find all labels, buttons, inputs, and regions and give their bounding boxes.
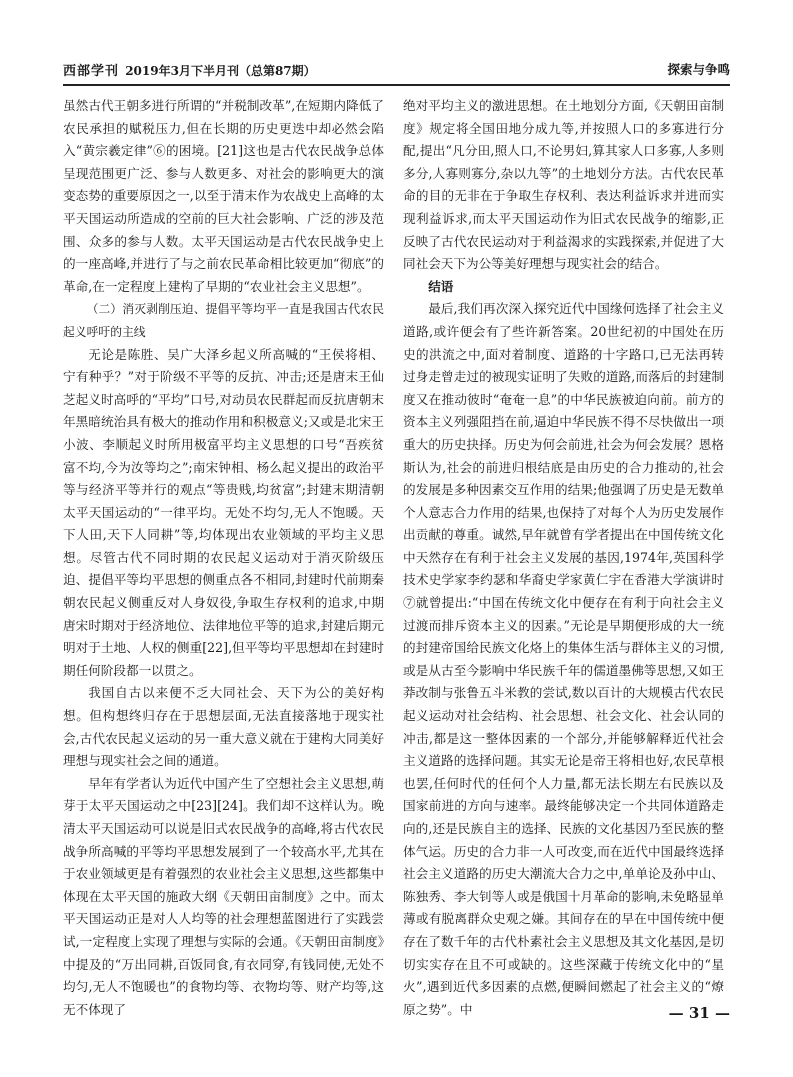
journal-masthead	[63, 60, 316, 79]
paragraph: 我国自古以来便不乏大同社会、天下为公的美好构想。但构想终归存在于思想层面,无法直接落地于现实社会,古代农民起义运动的另一重大意义就在于建构大同美好理想与现实社会之间的通道。	[63, 685, 384, 769]
left-column	[63, 95, 384, 1021]
section-title: 探索与争鸣	[667, 62, 730, 77]
paragraph: 虽然古代王朝多进行所谓的“并税制改革”,在短期内降低了农民承担的赋税压力,但在长期的历史更迭中却必然会陷入“黄宗羲定律”⑥的困境。[21]这也是古代农民战争总体呈现范围更广泛、参与人数更多、对社会的影响更大的演变态势的重要原因之一,以至于清末作为农战史上高峰的太平天国运动所造成的空前的巨大社会影响、广泛的涉及范围、众多的参与人数。太平天国运动是古代农民战争史上的一座高峰,并进行了与之前农民革命相比较更加“彻底”的革命,在一定程度上建构了早期的“农业社会主义思想”。	[63, 98, 384, 294]
issue-info: 2019年3月下半月刊（总第87期）	[125, 64, 316, 78]
section-heading: 结语	[428, 278, 454, 294]
paragraph: 早年有学者认为近代中国产生了空想社会主义思想,萌芽于太平天国运动之中[23][24]。我们却不这样认为。晚清太平天国运动可以说是旧式农民战争的高峰,将古代农民战争所高喊的平等均平思想发展到了一个较高水平,尤其在于农业领域更是有着强烈的农业社会主义思想,这些都集中体现在太平天国的施政大纲《天朝田亩制度》之中。而太平天国运动正是对人人均等的社会理想蓝图进行了实践尝试,一定程度上实现了理想与实际的会通。《天朝田亩制度》中提及的“万出同耕,百饭同食,有衣同穿,有钱同使,无处不均匀,无人不饱暖也”的食物均等、衣物均等、财产均等,这无不体现了	[63, 775, 384, 1017]
paragraph: 绝对平均主义的激进思想。在土地划分方面,《天朝田亩制度》规定将全国田地分成九等,并按照人口的多寡进行分配,提出“凡分田,照人口,不论男妇,算其家人口多寡,人多则多分,人寡则寡分,杂以九等”的土地划分方法。古代农民革命的目的无非在于争取生存权利、表达利益诉求并进而实现利益诉求,而太平天国运动作为旧式农民战争的缩影,正反映了古代农民运动对于利益渴求的实践探索,并促进了大同社会天下为公等美好理想与现实社会的结合。	[403, 98, 724, 272]
journal-logo: 西部学刊	[63, 64, 120, 79]
section-heading: （二）消灭剥削压迫、提倡平等均平一直是我国古代农民起义呼吁的主线	[63, 302, 384, 339]
right-column	[403, 95, 724, 1021]
page-header	[63, 50, 730, 80]
paragraph: 无论是陈胜、吴广大泽乡起义所高喊的“王侯将相、宁有种乎？”对于阶级不平等的反抗、冲击;还是唐末王仙芝起义时高呼的“平均”口号,对动员农民群起而反抗唐朝末年黑暗统治具有极大的推动作用和积极意义;又或是北宋王小波、李顺起义时所用极富平均主义思想的口号“吾疾贫富不均,今为汝等均之”;南宋钟相、杨么起义提出的政治平等与经济平等并行的观点“等贵贱,均贫富”;封建末期清朝太平天国运动的“一律平均。无处不均匀,无人不饱暖。天下人田,天下人同耕”等,均体现出农业领域的平均主义思想。尽管古代不同时期的农民起义运动对于消灭阶级压迫、提倡平等均平思想的侧重点各不相同,封建时代前期秦朝农民起义侧重反对人身奴役,争取生存权利的追求,中期唐宋时期对于经济地位、法律地位平等的追求,封建后期元明对于土地、人权的侧重[22],但平等均平思想却在封建时期任何阶段都一以贯之。	[63, 346, 384, 678]
header-rule	[63, 84, 730, 86]
page-number: — 31 —	[668, 1004, 730, 1022]
paragraph: 最后,我们再次深入探究近代中国缘何选择了社会主义道路,或许便会有了些许新答案。20世纪初的中国处在历史的洪流之中,面对着制度、道路的十字路口,已无法再转过身走曾走过的被现实证明了失败的道路,而落后的封建制度又在推动彼时“奄奄一息”的中华民族被迫向前。前方的资本主义列强阻挡在前,逼迫中华民族不得不尽快做出一项重大的历史抉择。历史为何会前进,社会为何会发展？恩格斯认为,社会的前进归根结底是由历史的合力推动的,社会的发展是多种因素交互作用的结果;他强调了历史是无数单个人意志合力作用的结果,也保持了对每个人为历史发展作出贡献的尊重。诚然,早年就曾有学者提出在中国传统文化中天然存在有利于社会主义发展的基因,1974年,英国科学技术史学家李约瑟和华裔史学家黄仁宇在香港大学演讲时⑦就曾提出:“中国在传统文化中便存在有利于向社会主义过渡而排斥资本主义的因素。”无论是早期便形成的大一统的封建帝国给民族文化烙上的集体生活与群体主义的习惯,或是从古至今影响中华民族千年的儒道墨佛等思想,又如王莽改制与张鲁五斗米教的尝试,数以百计的大规模古代农民起义运动对社会结构、社会思想、社会文化、社会认同的冲击,都是这一整体因素的一个部分,并能够解释近代社会主义道路的选择问题。其实无论是帝王将相也好,农民草根也罢,任何时代的任何个人力量,都无法长期左右民族以及国家前进的方向与速率。最终能够决定一个共同体道路走向的,还是民族自主的选择、民族的文化基因乃至民族的整体气运。历史的合力非一人可改变,而在近代中国最终选择社会主义道路的历史大潮流大合力之中,单单论及孙中山、陈独秀、李大钊等人或是俄国十月革命的影响,未免略显单薄或有脱离群众史观之嫌。其间存在的早在中国传统中便存在了数千年的古代朴素社会主义思想及其文化基因,是切切实实存在且不可或缺的。这些深藏于传统文化中的“星火”,遇到近代多因素的点燃,便瞬间燃起了社会主义的“燎原之势”。中	[403, 301, 724, 1017]
